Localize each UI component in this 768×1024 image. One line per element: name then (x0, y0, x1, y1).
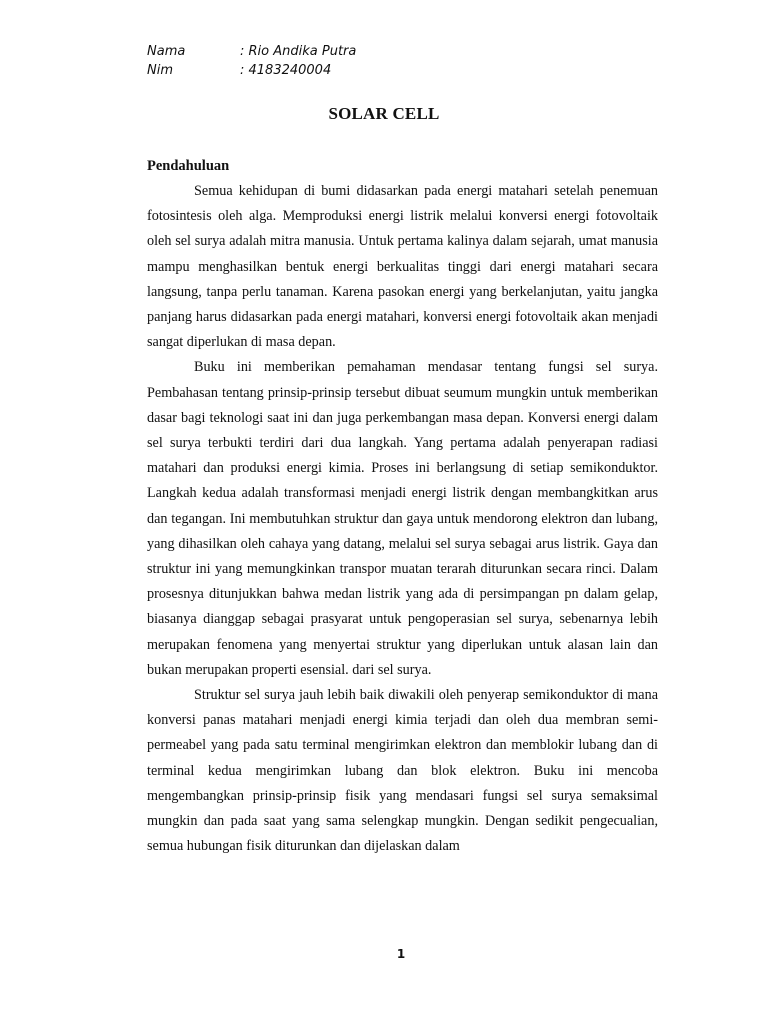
paragraph-2: Buku ini memberikan pemahaman mendasar tentang fungsi sel surya. Pembahasan tentang prinsip-prinsip tersebut dibuat seumum mungkin untuk memberikan dasar bagi teknologi saat ini dan juga perkembangan masa depan. Konversi energi dalam sel surya terbukti terdiri dari dua langkah. Yang pertama adalah penyerapan radiasi matahari dan produksi energi kimia. Proses ini berlangsung di setiap semikonduktor. Langkah kedua adalah transformasi menjadi energi listrik dengan membangkitkan arus dan tegangan. Ini membutuhkan struktur dan gaya untuk mendorong elektron dan lubang, yang dihasilkan oleh cahaya yang datang, melalui sel surya sebagai arus listrik. Gaya dan struktur ini yang memungkinkan transpor muatan terarah diturunkan secara rinci. Dalam prosesnya ditunjukkan bahwa medan listrik yang ada di persimpangan pn dalam gelap, biasanya dianggap sebagai prasyarat untuk pengoperasian sel surya, sebenarnya lebih merupakan fenomena yang menyertai struktur yang diperlukan untuk alasan lain dan bukan merupakan properti esensial. dari sel surya. (147, 359, 658, 678)
paragraph-3: Struktur sel surya jauh lebih baik diwakili oleh penyerap semikonduktor di mana konversi panas matahari menjadi energi kimia terjadi dan oleh dua membran semi-permeabel yang pada satu terminal mengirimkan elektron dan memblokir lubang dan di terminal kedua mengirimkan lubang dan blok elektron. Buku ini mencoba mengembangkan prinsip-prinsip fisik yang mendasari fungsi sel surya semaksimal mungkin dan pada saat yang sama selengkap mungkin. Dengan sedikit pengecualian, semua hubungan fisik diturunkan dan dijelaskan dalam (147, 687, 658, 855)
document-title: SOLAR CELL (328, 104, 440, 123)
paragraph-1: Semua kehidupan di bumi didasarkan pada energi matahari setelah penemuan fotosintesis oleh alga. Memproduksi energi listrik melalui konversi energi fotovoltaik oleh sel surya adalah mitra manusia. Untuk pertama kalinya dalam sejarah, umat manusia mampu menghasilkan bentuk energi berkualitas tinggi dari energi matahari secara langsung, tanpa perlu tanaman. Karena pasokan energi yang berkelanjutan, yaitu jangka panjang harus didasarkan pada energi matahari, konversi energi fotovoltaik akan menjadi sangat diperlukan di masa depan. (147, 183, 658, 351)
section-body (147, 179, 658, 859)
name-label: Nama (147, 44, 186, 59)
name-value: : Rio Andika Putra (240, 44, 357, 59)
nim-value: : 4183240004 (240, 63, 332, 78)
page-number: 1 (396, 947, 406, 961)
section-heading: Pendahuluan (147, 158, 230, 174)
nim-label: Nim (147, 63, 173, 78)
